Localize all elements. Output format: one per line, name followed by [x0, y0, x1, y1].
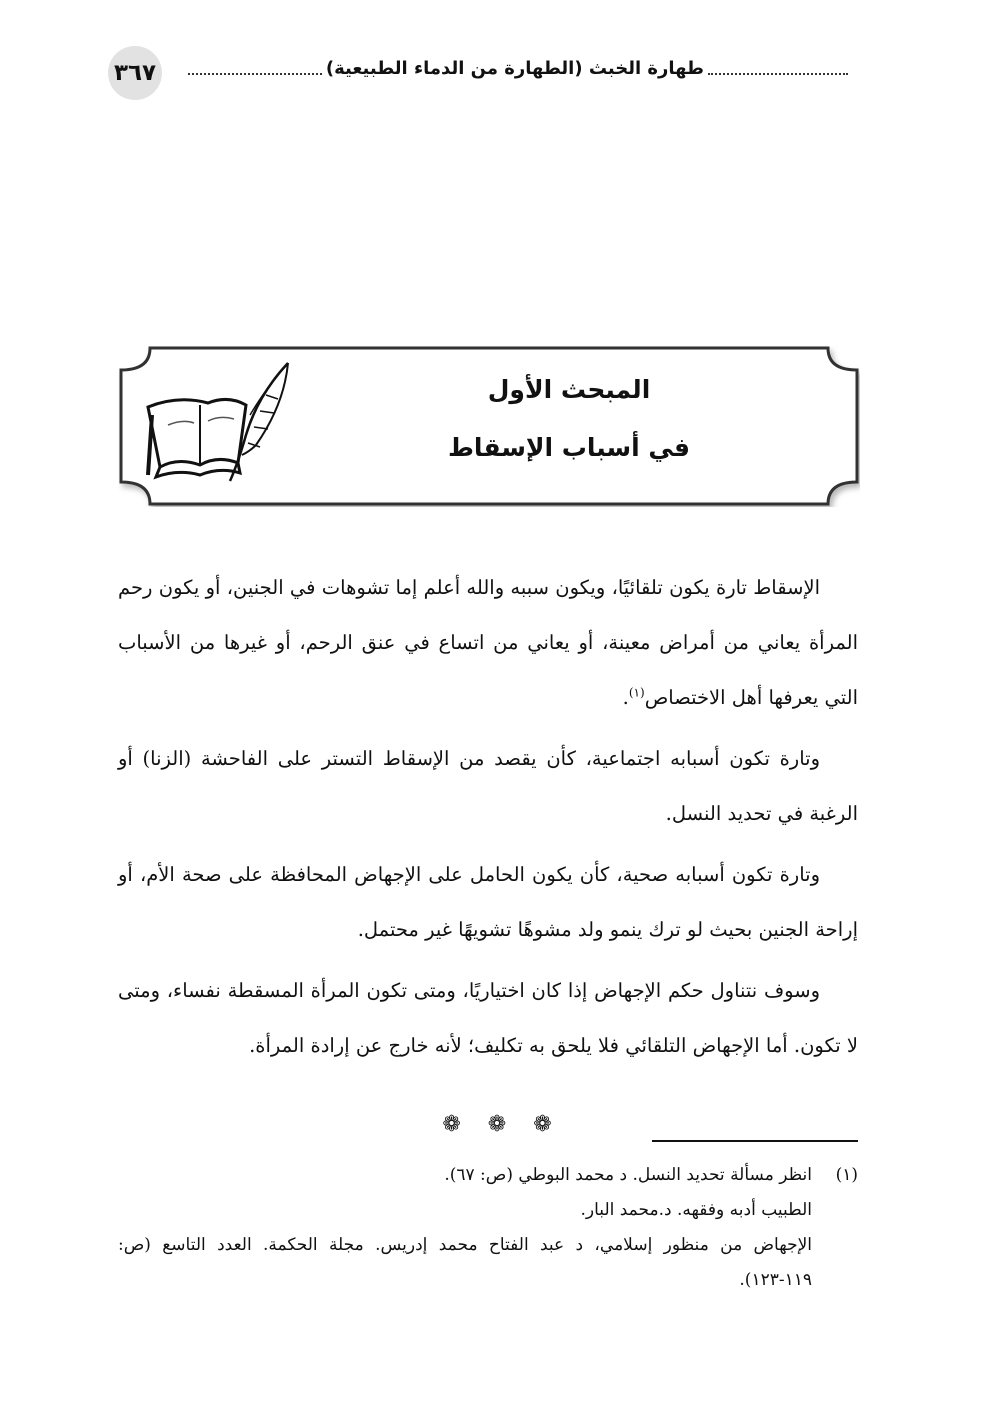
book-and-quill-icon	[138, 355, 298, 495]
paragraph-2: وتارة تكون أسبابه اجتماعية، كأن يقصد من الإسقاط التستر على الفاحشة (الزنا) أو الرغبة في تحديد النسل.	[118, 747, 858, 825]
page-number: ٣٦٧	[108, 46, 162, 100]
body-text	[118, 560, 858, 1079]
chapter-heading-box	[118, 345, 860, 507]
running-head	[188, 58, 848, 79]
chapter-title: المبحث الأول	[487, 375, 651, 404]
section-separator: ❁ ❁ ❁	[442, 1112, 562, 1137]
header-dots-left	[188, 73, 322, 75]
running-header	[108, 46, 848, 100]
paragraph-1	[118, 560, 858, 725]
footnote-line-1	[118, 1158, 858, 1193]
footnotes	[118, 1158, 858, 1298]
paragraph-1-text: الإسقاط تارة يكون تلقائيًا، ويكون سببه والله أعلم إما تشوهات في الجنين، أو يكون رحم المرأة يعاني من أمراض معينة، أو يعاني من اتساع في عنق الرحم، أو غيرها من الأسباب التي يعرفها أهل الاختصاص	[118, 576, 858, 709]
header-dots-right	[708, 73, 848, 75]
footnote-rule	[652, 1140, 858, 1142]
footnote-reference[interactable]: (١)	[628, 685, 645, 700]
running-title: طهارة الخبث (الطهارة من الدماء الطبيعية)	[325, 58, 704, 79]
paragraph-3: وتارة تكون أسبابه صحية، كأن يكون الحامل على الإجهاض المحافظة على صحة الأم، أو إراحة الجنين بحيث لو ترك ينمو ولد مشوهًا تشويهًا غير محتمل.	[118, 863, 858, 941]
footnote-marker: (١)	[835, 1165, 858, 1185]
chapter-subtitle: في أسباب الإسقاط	[447, 433, 691, 462]
footnote-text-1: انظر مسألة تحديد النسل. د محمد البوطي (ص: ٦٧).	[444, 1165, 812, 1185]
footnote-line-2: الطبيب أدبه وفقهه. د.محمد البار.	[580, 1200, 812, 1220]
paragraph-4: وسوف نتناول حكم الإجهاض إذا كان اختياريًا، ومتى تكون المرأة المسقطة نفساء، ومتى لا تكون. أما الإجهاض التلقائي فلا يلحق به تكليف؛ لأنه خارج عن إرادة المرأة.	[118, 979, 858, 1057]
footnote-line-3: الإجهاض من منظور إسلامي، د عبد الفتاح محمد إدريس. مجلة الحكمة. العدد التاسع (ص: ١١٩-١٢٣).	[118, 1235, 812, 1290]
paragraph-1-end: .	[622, 686, 629, 709]
